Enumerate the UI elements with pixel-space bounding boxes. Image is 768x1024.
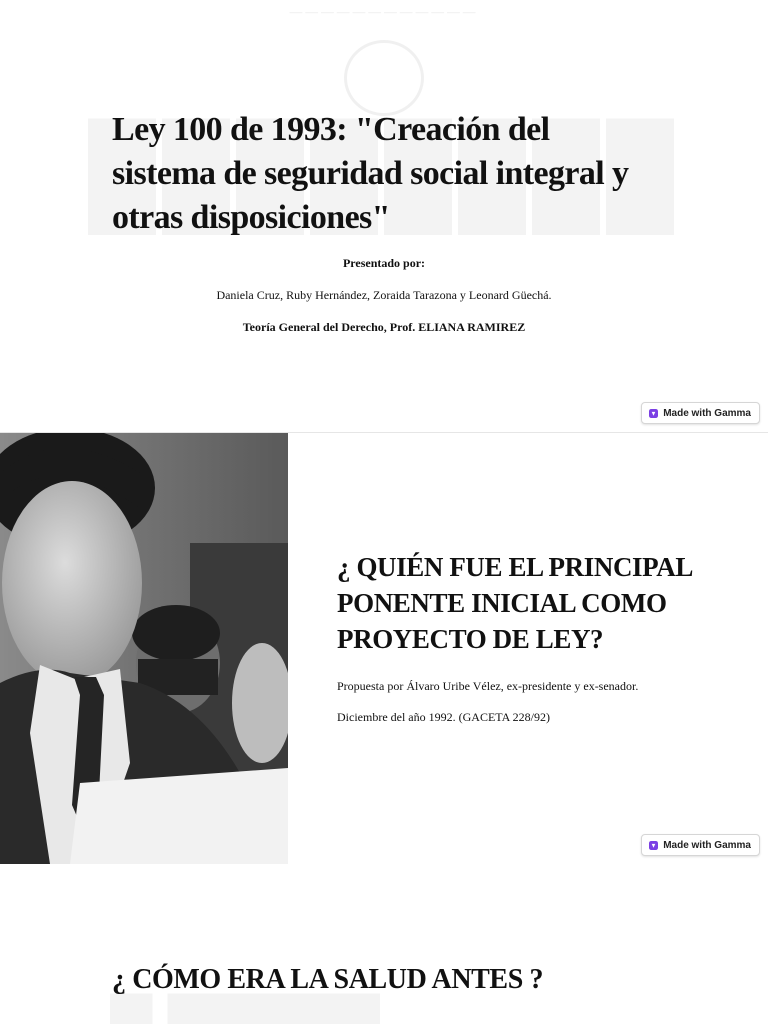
slide-3 xyxy=(0,864,768,1024)
slide-1 xyxy=(0,0,768,433)
gamma-badge-label: Made with Gamma xyxy=(663,839,751,851)
slide-2 xyxy=(0,433,768,864)
course-text: Teoría General del Derecho, Prof. ELIANA RAMIREZ xyxy=(242,320,526,334)
watermark-masthead xyxy=(0,2,768,23)
gamma-logo-icon xyxy=(649,841,658,850)
gamma-logo-icon xyxy=(649,409,658,418)
portrait-photo xyxy=(0,433,288,864)
slide-2-title: ¿ QUIÉN FUE EL PRINCIPAL PONENTE INICIAL COMO PROYECTO DE LEY? xyxy=(337,552,692,654)
watermark-bottom xyxy=(110,994,380,1024)
slide-1-title: Ley 100 de 1993: "Creación del sistema de seguridad social integral y otras disposiciones" xyxy=(112,111,629,236)
slide-3-title: ¿ CÓMO ERA LA SALUD ANTES ? xyxy=(112,964,544,995)
gamma-badge-label: Made with Gamma xyxy=(663,407,751,419)
authors-text: Daniela Cruz, Ruby Hernández, Zoraida Tarazona y Leonard Güechá. xyxy=(216,288,552,302)
made-with-gamma-badge[interactable] xyxy=(641,402,760,424)
presented-by-label: Presentado por: xyxy=(342,256,426,270)
date-text: Diciembre del año 1992. (GACETA 228/92) xyxy=(337,710,550,724)
proposal-text: Propuesta por Álvaro Uribe Vélez, ex-presidente y ex-senador. xyxy=(337,679,639,693)
watermark-seal-icon xyxy=(344,40,424,116)
made-with-gamma-badge[interactable] xyxy=(641,834,760,856)
